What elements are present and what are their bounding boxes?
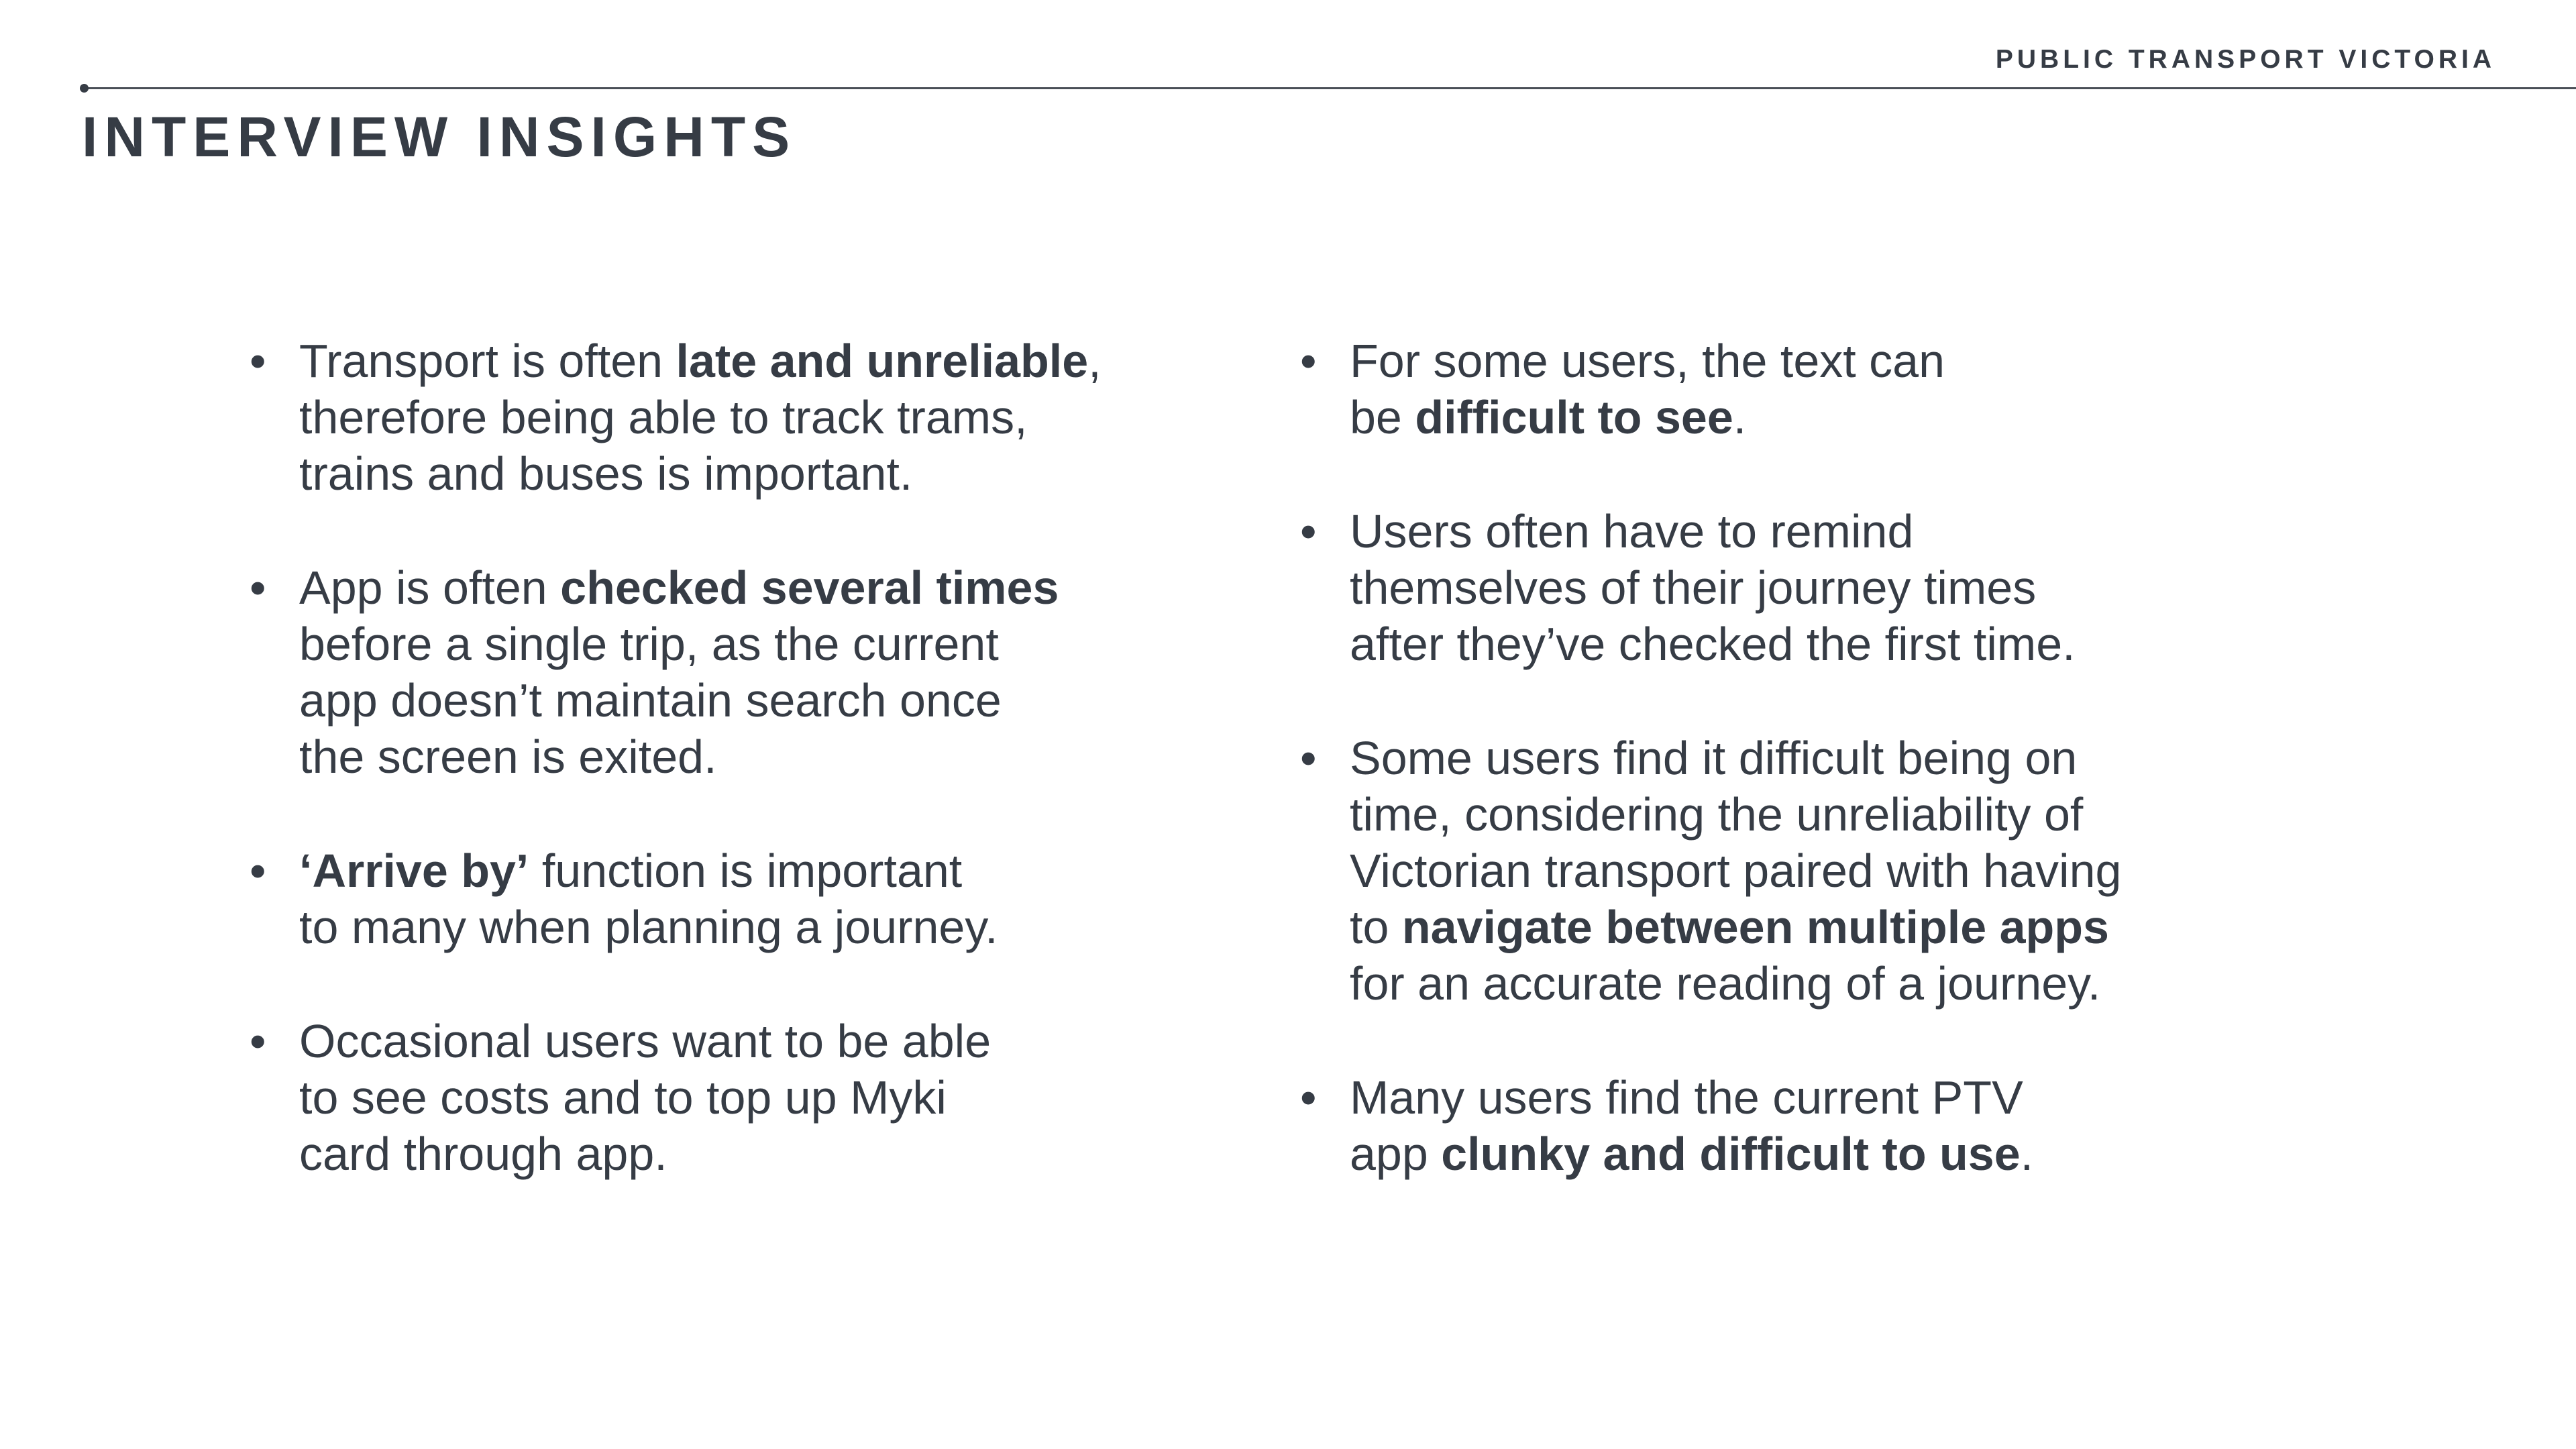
insight-line xyxy=(1350,786,2302,843)
insight-line xyxy=(299,899,1305,955)
insight-item xyxy=(1300,730,2302,1012)
insight-line xyxy=(299,445,1305,502)
insight-line xyxy=(1350,1126,2302,1182)
insight-text: Some users find it difficult being on xyxy=(1350,732,2078,784)
insight-line xyxy=(299,843,1305,899)
bullet-icon: • xyxy=(1300,505,1317,557)
brand-label: PUBLIC TRANSPORT VICTORIA xyxy=(1995,45,2496,74)
insight-text: Occasional users want to be able xyxy=(299,1015,991,1067)
insight-line xyxy=(1350,389,2302,445)
insight-text: Transport is often xyxy=(299,335,676,387)
insight-text: Many users find the current PTV xyxy=(1350,1071,2023,1124)
insight-text: App is often xyxy=(299,561,561,614)
header-divider xyxy=(85,87,2576,89)
bullet-icon: • xyxy=(1300,335,1317,387)
insight-text: trains and buses is important. xyxy=(299,447,913,500)
bullet-icon: • xyxy=(250,1015,266,1067)
insight-text: Users often have to remind xyxy=(1350,505,1914,557)
insight-line xyxy=(1350,843,2302,899)
insight-text: Victorian transport paired with having xyxy=(1350,845,2122,897)
insight-text: card through app. xyxy=(299,1128,667,1180)
insight-line xyxy=(299,559,1305,616)
insight-text: to see costs and to top up Myki xyxy=(299,1071,947,1124)
insight-line xyxy=(1350,503,2302,559)
insight-line xyxy=(299,672,1305,729)
insight-line xyxy=(1350,955,2302,1012)
insight-line xyxy=(1350,559,2302,616)
bullet-icon: • xyxy=(1300,732,1317,784)
insight-line xyxy=(299,333,1305,389)
bullet-icon: • xyxy=(250,335,266,387)
insight-item xyxy=(1300,333,2302,445)
insights-list-right xyxy=(1300,333,2302,1182)
insight-text: to xyxy=(1350,901,1402,953)
insight-text: . xyxy=(2020,1128,2034,1180)
insight-item xyxy=(1300,503,2302,672)
bullet-icon: • xyxy=(250,845,266,897)
insight-line xyxy=(1350,730,2302,786)
insight-line xyxy=(1350,899,2302,955)
insight-text: app doesn’t maintain search once xyxy=(299,674,1002,727)
insight-item xyxy=(1300,1069,2302,1182)
insight-text: app xyxy=(1350,1128,1442,1180)
insight-text: therefore being able to track trams, xyxy=(299,391,1028,443)
insight-text: . xyxy=(1733,391,1747,443)
insight-text: before a single trip, as the current xyxy=(299,618,999,670)
insight-emphasis: navigate between multiple apps xyxy=(1401,901,2109,953)
insights-list-left xyxy=(250,333,1305,1182)
insight-text: the screen is exited. xyxy=(299,731,717,783)
insight-line xyxy=(299,389,1305,445)
insight-text: after they’ve checked the first time. xyxy=(1350,618,2076,670)
insight-item xyxy=(250,843,1305,955)
insight-line xyxy=(299,1013,1305,1069)
divider-dot xyxy=(80,84,89,93)
bullet-icon: • xyxy=(250,561,266,614)
insight-text: time, considering the unreliability of xyxy=(1350,788,2084,841)
insight-text: be xyxy=(1350,391,1415,443)
insight-text: function is important xyxy=(529,845,963,897)
insight-text: For some users, the text can xyxy=(1350,335,1945,387)
insight-text: to many when planning a journey. xyxy=(299,901,998,953)
insight-emphasis: late and unreliable xyxy=(676,335,1089,387)
insight-line xyxy=(299,729,1305,785)
page-title: INTERVIEW INSIGHTS xyxy=(82,105,797,168)
insight-text: themselves of their journey times xyxy=(1350,561,2037,614)
insight-text: , xyxy=(1088,335,1102,387)
insight-emphasis: clunky and difficult to use xyxy=(1441,1128,2021,1180)
insight-line xyxy=(1350,333,2302,389)
insight-line xyxy=(299,1069,1305,1126)
insight-line xyxy=(1350,1069,2302,1126)
insight-text: for an accurate reading of a journey. xyxy=(1350,957,2101,1010)
insight-emphasis: difficult to see xyxy=(1415,391,1733,443)
insight-emphasis: checked several times xyxy=(560,561,1059,614)
insight-item xyxy=(250,1013,1305,1182)
insight-line xyxy=(1350,616,2302,672)
insight-emphasis: ‘Arrive by’ xyxy=(299,845,529,897)
bullet-icon: • xyxy=(1300,1071,1317,1124)
insight-item xyxy=(250,559,1305,785)
insight-item xyxy=(250,333,1305,502)
insight-line xyxy=(299,616,1305,672)
insight-line xyxy=(299,1126,1305,1182)
